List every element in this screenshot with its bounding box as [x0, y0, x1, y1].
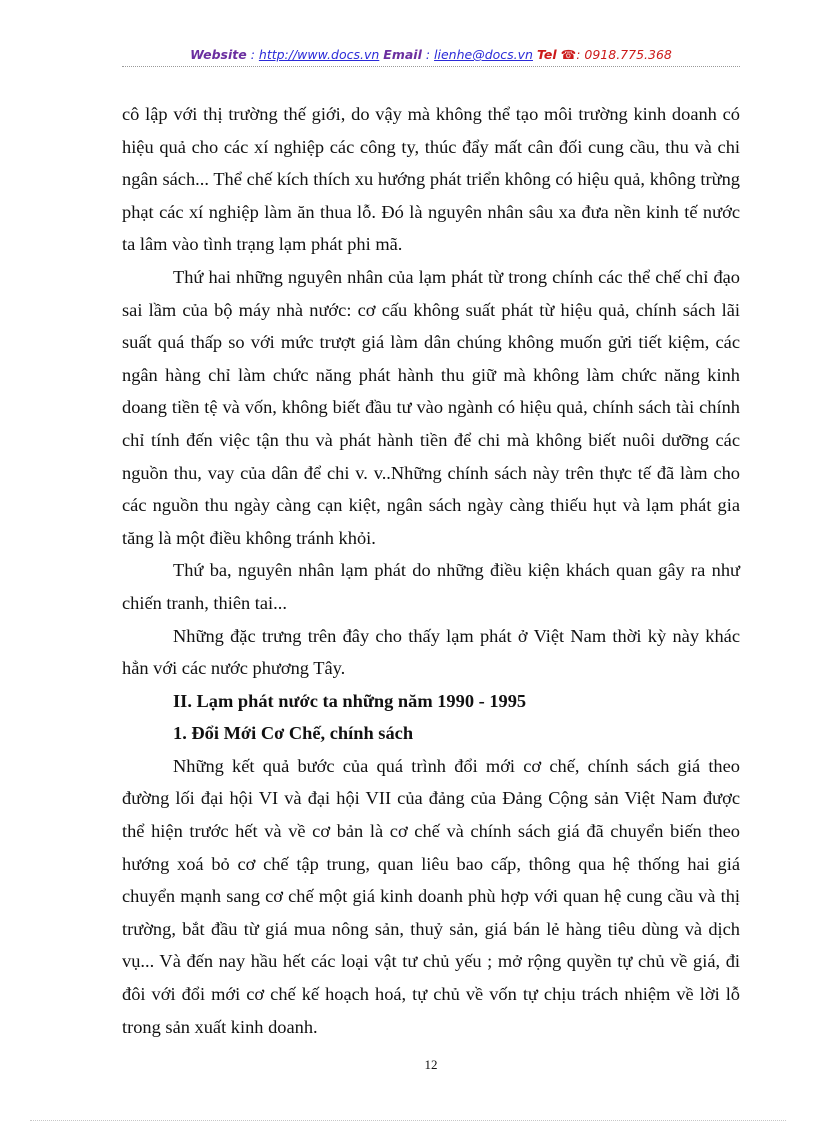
- tel-label: Tel: [536, 47, 557, 62]
- subsection-heading: 1. Đổi Mới Cơ Chế, chính sách: [173, 723, 414, 744]
- section-heading: II. Lạm phát nước ta những năm 1990 - 1995: [173, 690, 527, 711]
- paragraph-reform-results: Những kết quả bước của quá trình đổi mới cơ chế, chính sách giá theo đường lối đại hội VI và đại hội VII của đảng của Đảng Cộng sản Việt Nam được thể hiện trước hết và về cơ bản là cơ chế và chính sách giá đã chuyển biến theo hướng xoá bỏ cơ chế tập trung, quan liêu bao cấp, thông qua hệ thống hai giá chuyển mạnh sang cơ chế một giá kinh doanh phù hợp với quan hệ cung cầu và thị trường, bắt đầu từ giá mua nông sản, thuỷ sản, giá bán lẻ hàng tiêu dùng và dịch vụ... Và đến nay hầu hết các loại vật tư chủ yếu ; mở rộng quyền tự chủ về giá, đi đôi với đổi mới cơ chế kế hoạch hoá, tự chủ về vốn tự chịu trách nhiệm về lời lỗ trong sản xuất kinh doanh.: [122, 755, 740, 1037]
- paragraph-continuation: cô lập với thị trường thế giới, do vậy mà không thể tạo môi trường kinh doanh có hiệu quả cho các xí nghiệp các công ty, thúc đẩy mất cân đối cung cầu, thu và chi ngân sách... Thể chế kích thích xu hướng phát triển không có hiệu quả, không trừng phạt các xí nghiệp làm ăn thua lỗ. Đó là nguyên nhân sâu xa đưa nền kinh tế nước ta lâm vào tình trạng lạm phát phi mã.: [122, 104, 740, 255]
- paragraph-second-cause: Thứ hai những nguyên nhân của lạm phát từ trong chính các thể chế chỉ đạo sai lầm của bộ máy nhà nước: cơ cấu không suất phát từ hiệu quả, chính sách lãi suất quá thấp so với mức trượt giá làm dân chúng không muốn gửi tiết kiệm, các ngân hàng chỉ làm chức năng phát hành thu giữ mà không làm chức năng kinh doang tiền tệ và vốn, không biết đầu tư vào ngành có hiệu quả, chính sách tài chính chỉ tính đến việc tận thu và phát hành tiền để chi mà không biết nuôi dưỡng các nguồn thu, vay của dân để chi v. v..Những chính sách này trên thực tế đã làm cho các nguồn thu ngày càng cạn kiệt, ngân sách ngày càng thiếu hụt và lạm phát gia tăng là một điều không tránh khỏi.: [122, 266, 740, 548]
- email-link[interactable]: lienhe@docs.vn: [434, 47, 533, 62]
- paragraph-characteristics: Những đặc trưng trên đây cho thấy lạm phát ở Việt Nam thời kỳ này khác hẳn với các nước phương Tây.: [122, 625, 740, 679]
- phone-number: : 0918.775.368: [576, 47, 672, 62]
- page-bottom-divider: [30, 1120, 786, 1121]
- phone-icon: ☎: [560, 47, 577, 62]
- paragraph-third-cause: Thứ ba, nguyên nhân lạm phát do những điều kiện khách quan gây ra như chiến tranh, thiên tai...: [122, 560, 740, 613]
- page-number: 12: [424, 1057, 438, 1072]
- email-label: Email: [383, 47, 422, 62]
- header-divider: [122, 66, 740, 67]
- website-colon: :: [246, 47, 259, 62]
- email-colon: :: [421, 47, 435, 62]
- website-link[interactable]: http://www.docs.vn: [258, 47, 380, 62]
- website-label: Website: [190, 47, 247, 62]
- page-header: [122, 47, 740, 62]
- document-body: [122, 98, 740, 1043]
